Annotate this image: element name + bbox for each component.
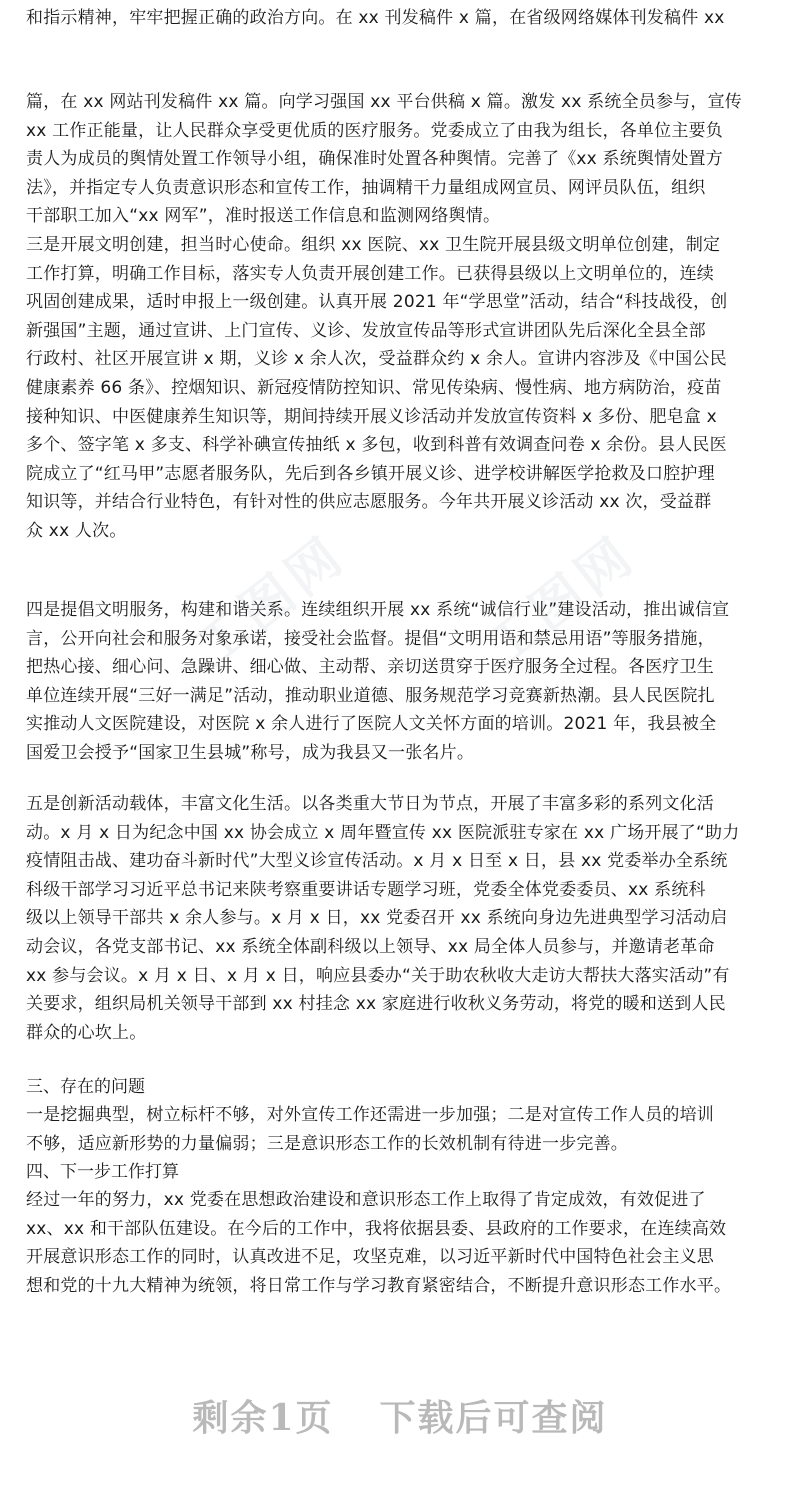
paragraph-civilization [26,231,776,546]
text-line: 一是挖掘典型，树立标杆不够，对外宣传工作还需进一步加强；二是对宣传工作人员的培训 [26,1105,714,1125]
text-line: 科级干部学习习近平总书记来陕考察重要讲话专题学习班，党委全体党委委员、xx 系统科 [26,879,706,900]
text-line: 经过一年的努力，xx 党委在思想政治建设和意识形态工作上取得了肯定成效，有效促进了 [26,1190,706,1210]
text-line: xx 参与会议。x 月 x 日、x 月 x 日，响应县委办“关于助农秋收大走访大帮扶大落实活动”有 [26,965,730,986]
text-line: 想和党的十九大精神为统领，将日常工作与学习教育紧密结合，不断提升意识形态工作水平。 [26,1275,732,1296]
text-line: 关要求，组织局机关领导干部到 xx 村挂念 xx 家庭进行收秋义务劳动，将党的暖和送到人民 [26,994,726,1015]
text-line: 接种知识、中医健康养生知识等，期间持续开展义诊活动并发放宣传资料 x 多份、肥皂盒 x [26,406,717,427]
text-line: 实推动人文医院建设，对医院 x 余人进行了医院人文关怀方面的培训。2021 年，我县被全 [26,714,717,735]
text-line: 三是开展文明创建，担当时心使命。组织 xx 医院、xx 卫生院开展县级文明单位创建，制定 [26,235,721,255]
remaining-pages-label: 剩余1页 [192,1397,334,1439]
text-line: xx、xx 和干部队伍建设。在今后的工作中，我将依据县委、县政府的工作要求，在连续高效 [26,1218,727,1239]
text-line: 群众的心坎上。 [26,1022,147,1043]
text-line: 健康素养 66 条》、控烟知识、新冠疫情防控知识、常见传染病、慢性病、地方病防治，疫苗 [26,377,722,398]
paragraph-culture [26,790,776,1047]
text-line: 五是创新活动载体，丰富文化生活。以各类重大节日为节点，开展了丰富多彩的系列文化活 [26,794,714,814]
text-line: 行政村、社区开展宣讲 x 期，义诊 x 余人次，受益群众约 x 余人。宣讲内容涉及《中国公民 [26,349,727,370]
watermark-stamp-left: 工图网 [183,524,358,680]
text-line: 工作打算，明确工作目标，落实专人负责开展创建工作。已获得县级以上文明单位的，连续 [26,263,714,284]
text-line: 干部职工加入“xx 网军”，准时报送工作信息和监测网络舆情。 [26,206,501,227]
text-line: 责人为成员的舆情处置工作领导小组，确保准时处置各种舆情。完善了《xx 系统舆情处置方 [26,149,723,170]
section-heading-problems: 三、存在的问题 [26,1077,145,1097]
paragraph-publicity [26,88,776,231]
paragraph-service [26,596,776,768]
text-line: 和指示精神，牢牢把握正确的政治方向。在 xx 刊发稿件 x 篇，在省级网络媒体刊发稿件 xx [26,8,725,28]
text-line: 新强国”主题，通过宣讲、上门宣传、义诊、发放宣传品等形式宣讲团队先后深化全县全部 [26,320,706,341]
text-line: 动会议，各党支部书记、xx 系统全体副科级以上领导、xx 局全体人员参与，并邀请老革命 [26,936,715,957]
text-line: 篇，在 xx 网站刊发稿件 xx 篇。向学习强国 xx 平台供稿 x 篇。激发 xx 系统全员参与，宣传 [26,92,742,112]
download-to-view-label: 下载后可查阅 [379,1397,608,1439]
text-line: 言，公开向社会和服务对象承诺，接受社会监督。提倡“文明用语和禁忌用语”等服务措施， [26,628,715,649]
remaining-pages-banner[interactable] [0,1390,800,1441]
text-line: 疫情阻击战、建功奋斗新时代”大型义诊宣传活动。x 月 x 日至 x 日，县 xx 党委举办全系统 [26,851,728,872]
text-line: xx 工作正能量，让人民群众享受更优质的医疗服务。党委成立了由我为组长，各单位主要负 [26,120,723,141]
text-line: 开展意识形态工作的同时，认真改进不足，攻坚克难，以习近平新时代中国特色社会主义思 [26,1247,714,1268]
text-line: 动。x 月 x 日为纪念中国 xx 协会成立 x 周年暨宣传 xx 医院派驻专家在 xx 广场开展了“助力 [26,822,740,843]
text-line: 级以上领导干部共 x 余人参与。x 月 x 日，xx 党委召开 xx 系统向身边先进典型学习活动启 [26,908,728,929]
paragraph-problems [26,1101,776,1158]
text-line: 四是提倡文明服务，构建和谐关系。连续组织开展 xx 系统“诚信行业”建设活动，推出诚信宣 [26,600,730,620]
text-line: 单位连续开展“三好一满足”活动，推动职业道德、服务规范学习竞赛新热潮。县人民医院扎 [26,685,715,706]
paragraph-intro-end [26,4,776,33]
text-line: 把热心接、细心问、急躁讲、细心做、主动帮、亲切送贯穿于医疗服务全过程。各医疗卫生 [26,657,714,678]
text-line: 不够，适应新形势的力量偏弱；三是意识形态工作的长效机制有待进一步完善。 [26,1133,628,1154]
paragraph-next-steps [26,1186,776,1300]
text-line: 多个、签字笔 x 多支、科学补碘宣传抽纸 x 多包，收到科普有效调查问卷 x 余份。县人民医 [26,435,727,456]
text-line: 院成立了“红马甲”志愿者服务队，先后到各乡镇开展义诊、进学校讲解医学抢救及口腔护理 [26,463,715,484]
text-line: 国爱卫会授予“国家卫生县城”称号，成为我县又一张名片。 [26,742,475,763]
text-line: 众 xx 人次。 [26,520,127,541]
section-heading-next-steps: 四、下一步工作打算 [26,1162,179,1182]
text-line: 知识等，并结合行业特色，有针对性的供应志愿服务。今年共开展义诊活动 xx 次，受益群 [26,492,712,513]
text-line: 法》，并指定专人负责意识形态和宣传工作，抽调精干力量组成网宣员、网评员队伍，组织 [26,177,706,198]
text-line: 巩固创建成果，适时申报上一级创建。认真开展 2021 年“学思堂”活动，结合“科技战役，创 [26,292,728,313]
watermark-stamp-right: 工图网 [473,524,648,680]
